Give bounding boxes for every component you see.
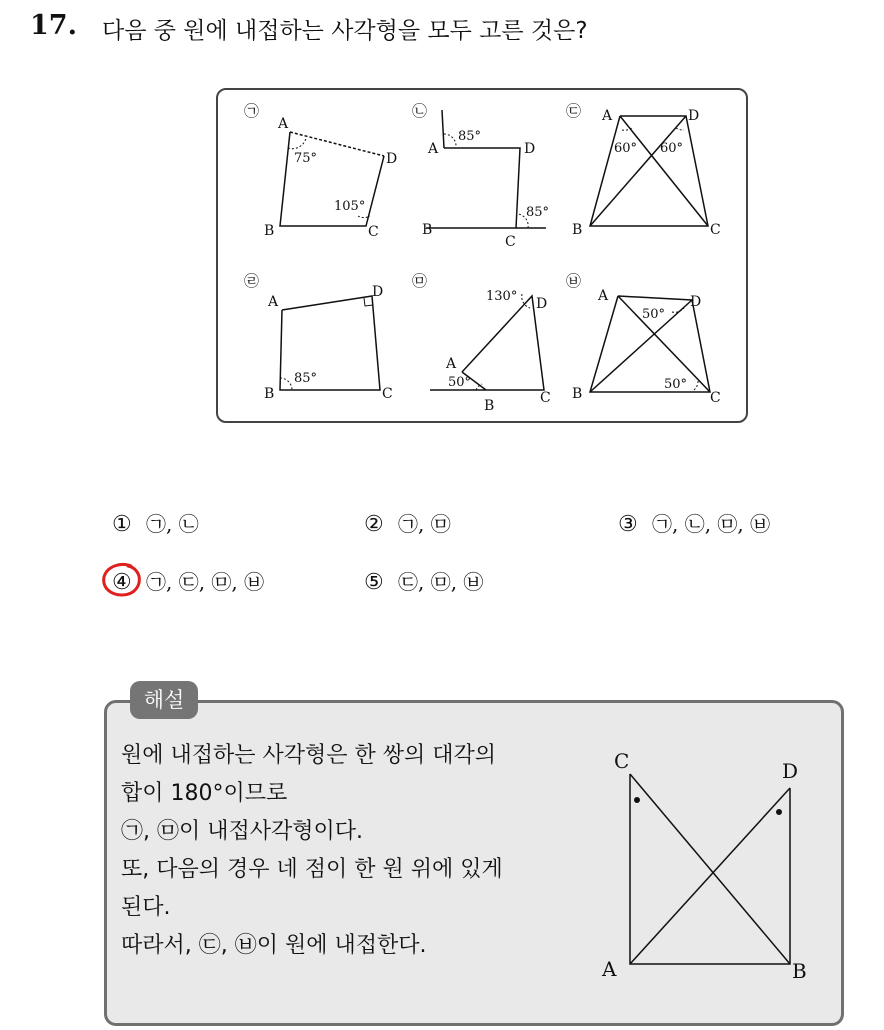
f5-label-c: C <box>540 390 551 406</box>
f3-label-c: C <box>710 222 721 238</box>
solution-line-3: ㉠, ㉤이 내접사각형이다. <box>121 819 363 844</box>
f1-label-d: D <box>386 151 398 167</box>
choice-4-text: ㉠, ㉢, ㉤, ㉥ <box>146 570 265 594</box>
f2-sides <box>426 148 520 228</box>
f4-label-d: D <box>372 284 384 300</box>
choice-3[interactable] <box>618 508 770 537</box>
choice-5[interactable] <box>364 566 483 595</box>
f5-label-b: B <box>484 398 495 414</box>
solution-label-a: A <box>602 957 617 981</box>
choice-1-text: ㉠, ㉡ <box>146 512 199 536</box>
solution-diagram-diagonal-da <box>630 788 790 964</box>
f2-mark: ㉡ <box>412 102 428 120</box>
f6-angle-c: 50° <box>664 377 688 392</box>
f3-angle-d: 60° <box>660 141 684 156</box>
solution-diagram <box>594 744 824 994</box>
f6-mark: ㉥ <box>566 272 582 290</box>
f2-angle-a: 85° <box>458 129 482 144</box>
f2-label-a: A <box>428 141 439 157</box>
f5-angle-b: 50° <box>448 375 472 390</box>
f2-label-d: D <box>524 141 536 157</box>
f6-label-a: A <box>598 288 609 304</box>
f6-label-b: B <box>572 386 583 402</box>
choice-1-number: ① <box>112 512 132 537</box>
quadrilateral-figures <box>218 90 750 425</box>
f2-label-b: B <box>422 222 433 238</box>
f3-label-a: A <box>602 108 613 124</box>
solution-label-b: B <box>792 959 807 983</box>
f6-label-c: C <box>710 390 721 406</box>
solution-line-6: 따라서, ㉢, ㉥이 원에 내접한다. <box>121 933 427 958</box>
choice-3-number: ③ <box>618 512 638 537</box>
question-number: 17. <box>30 10 77 41</box>
f6-angle-d: 50° <box>642 307 666 322</box>
f3-sides <box>590 116 708 226</box>
f5-angle-d: 130° <box>486 289 518 304</box>
f3-label-d: D <box>688 108 700 124</box>
solution-line-1: 원에 내접하는 사각형은 한 쌍의 대각의 <box>121 743 496 768</box>
f3-label-b: B <box>572 222 583 238</box>
solution-angle-dot-d <box>776 809 782 815</box>
solution-title: 해설 <box>130 681 198 719</box>
f4-angle-b: 85° <box>294 371 318 386</box>
f1-label-c: C <box>368 224 379 240</box>
choice-5-number: ⑤ <box>364 570 384 595</box>
f3-mark: ㉢ <box>566 102 582 120</box>
choice-2-number: ② <box>364 512 384 537</box>
f2-label-c: C <box>505 234 516 250</box>
f4-mark: ㉣ <box>244 272 260 290</box>
figure-panel <box>216 88 748 423</box>
solution-line-5: 된다. <box>121 895 171 920</box>
f1-mark: ㉠ <box>244 102 260 120</box>
choice-2[interactable] <box>364 508 451 537</box>
solution-angle-dot-c <box>634 797 640 803</box>
choice-3-text: ㉠, ㉡, ㉤, ㉥ <box>652 512 771 536</box>
f4-label-c: C <box>382 386 393 402</box>
f1-label-a: A <box>278 116 289 132</box>
solution-diagram-diagonal-cb <box>630 774 790 964</box>
choice-2-text: ㉠, ㉤ <box>398 512 451 536</box>
choice-1[interactable] <box>112 508 199 537</box>
f6-label-d: D <box>690 294 702 310</box>
f3-angle-a: 60° <box>614 141 638 156</box>
f1-angle-a: 75° <box>294 151 318 166</box>
f2-angle-c: 85° <box>526 205 550 220</box>
f3-diagonal-ac <box>620 116 708 226</box>
f4-label-b: B <box>264 386 275 402</box>
solution-line-4: 또, 다음의 경우 네 점이 한 원 위에 있게 <box>121 857 503 882</box>
f1-label-b: B <box>264 223 275 239</box>
answer-circle-mark <box>101 562 143 598</box>
f5-label-a: A <box>446 356 457 372</box>
f1-angle-c: 105° <box>334 199 366 214</box>
f4-label-a: A <box>268 294 279 310</box>
solution-line-2: 합이 180°이므로 <box>121 781 288 806</box>
question-text: 다음 중 원에 내접하는 사각형을 모두 고른 것은? <box>102 18 588 44</box>
solution-label-d: D <box>782 759 799 783</box>
solution-label-c: C <box>614 749 630 773</box>
f5-label-d: D <box>536 296 548 312</box>
f1-sides <box>280 132 384 226</box>
f5-mark: ㉤ <box>412 272 428 290</box>
f2-extension <box>442 110 444 148</box>
choice-4-number: ④ <box>112 570 132 595</box>
choice-5-text: ㉢, ㉤, ㉥ <box>398 570 484 594</box>
